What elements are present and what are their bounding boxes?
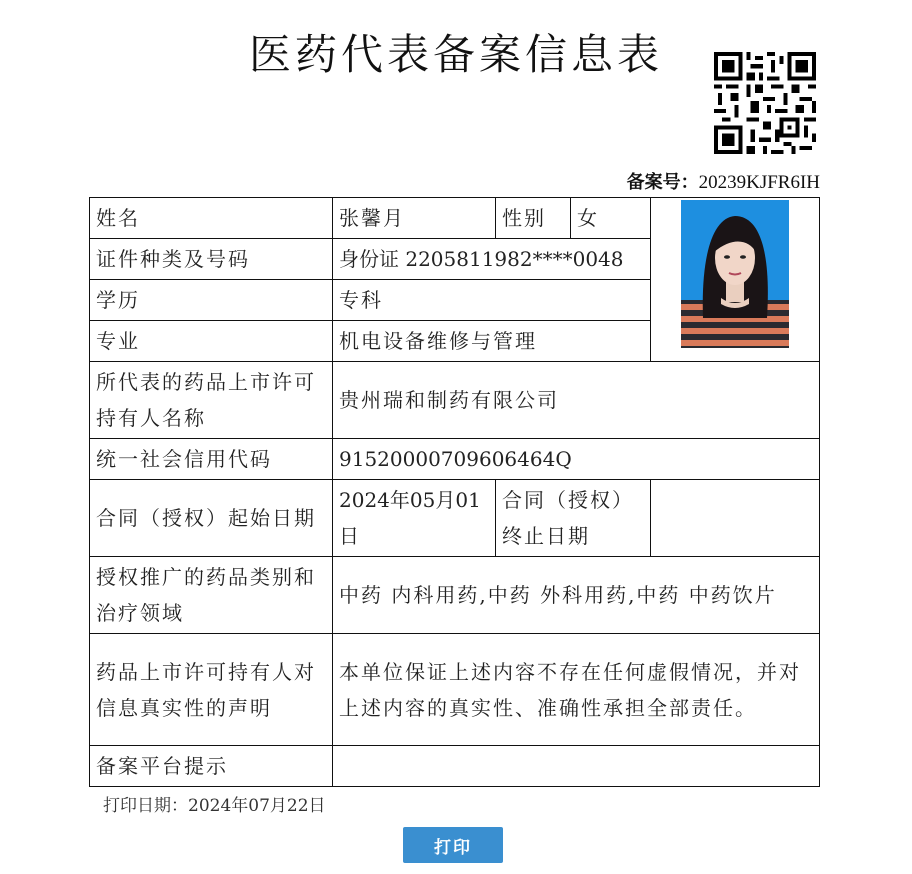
contract-start-label: 合同（授权）起始日期: [90, 480, 333, 557]
qr-code-icon: [714, 52, 816, 154]
page-title: 医药代表备案信息表: [248, 30, 663, 79]
scope-value: 中药 内科用药,中药 外科用药,中药 中药饮片: [333, 557, 820, 634]
contract-start-value: 2024年05月01日: [333, 480, 496, 557]
id-value: 身份证 2205811982****0048: [333, 239, 651, 280]
education-value: 专科: [333, 280, 651, 321]
statement-label: 药品上市许可持有人对信息真实性的声明: [90, 634, 333, 746]
registration-label: 备案号：: [626, 172, 699, 193]
print-date: 打印日期：2024年07月22日: [103, 796, 326, 816]
scope-label: 授权推广的药品类别和治疗领域: [90, 557, 333, 634]
major-label: 专业: [90, 321, 333, 362]
education-label: 学历: [90, 280, 333, 321]
credit-code-value: 91520000709606464Q: [333, 439, 820, 480]
photo-cell: [651, 198, 820, 362]
id-label: 证件种类及号码: [90, 239, 333, 280]
info-table: [89, 197, 820, 787]
contract-end-label: 合同（授权）终止日期: [496, 480, 651, 557]
name-value: 张馨月: [333, 198, 496, 239]
registration-value: 20239KJFR6IH: [698, 172, 820, 193]
name-label: 姓名: [90, 198, 333, 239]
holder-value: 贵州瑞和制药有限公司: [333, 362, 820, 439]
major-value: 机电设备维修与管理: [333, 321, 651, 362]
holder-label: 所代表的药品上市许可持有人名称: [90, 362, 333, 439]
contract-end-value: [651, 480, 820, 557]
credit-code-label: 统一社会信用代码: [90, 439, 333, 480]
gender-value: 女: [571, 198, 651, 239]
platform-tip-label: 备案平台提示: [90, 746, 333, 787]
gender-label: 性别: [496, 198, 571, 239]
statement-value: 本单位保证上述内容不存在任何虚假情况，并对上述内容的真实性、准确性承担全部责任。: [333, 634, 820, 746]
platform-tip-value: [333, 746, 820, 787]
registration-number: [627, 168, 820, 194]
id-photo-icon: [681, 200, 789, 348]
print-button[interactable]: 打印: [403, 827, 503, 863]
